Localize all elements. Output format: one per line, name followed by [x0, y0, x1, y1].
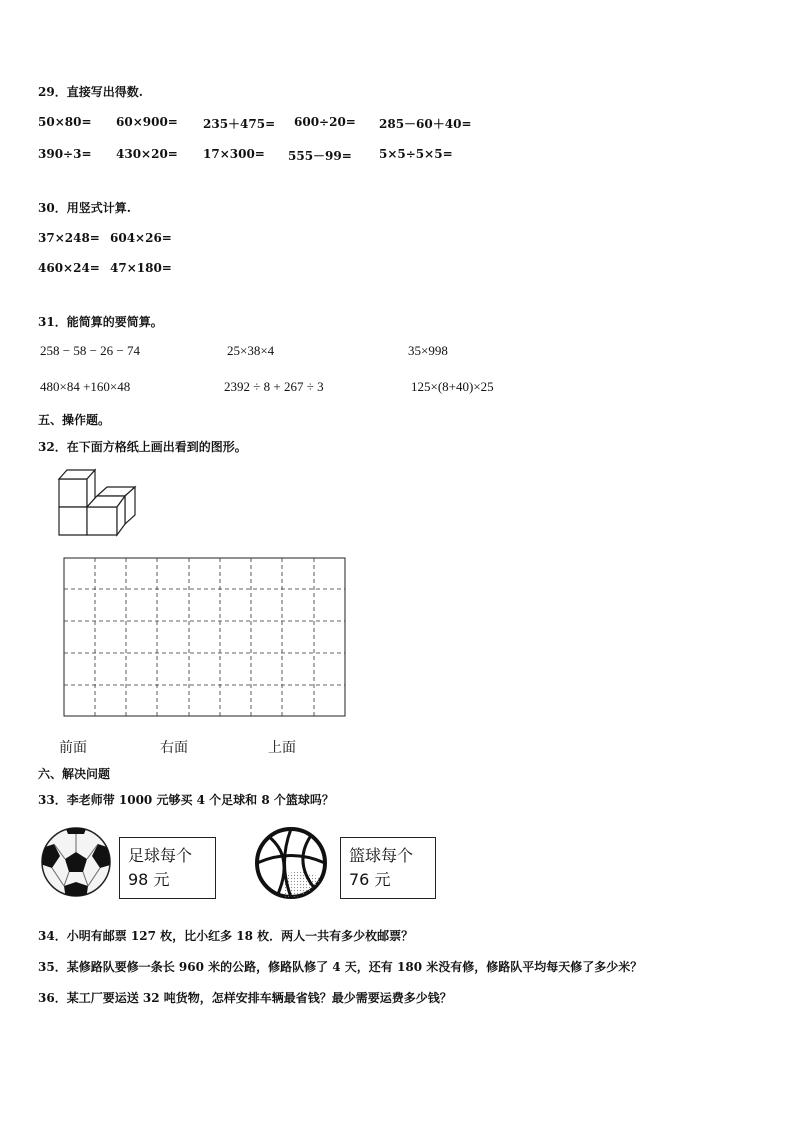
q31-expr: 125×(8+40)×25: [411, 379, 494, 394]
soccer-price-line1: 足球每个: [128, 846, 193, 865]
view-label-top: 上面: [268, 740, 296, 756]
q31-expr: 258 − 58 − 26 − 74: [40, 343, 140, 358]
view-label-right: 右面: [160, 740, 188, 756]
q29-title: 29．直接写出得数.: [38, 85, 143, 99]
q32-title: 32．在下面方格纸上画出看到的图形。: [38, 440, 247, 454]
section-5-heading: 五、操作题。: [38, 413, 111, 427]
q31-title: 31．能简算的要简算。: [38, 315, 163, 329]
q30-expr: 604×26=: [110, 231, 172, 245]
q29-expr: 17×300=: [203, 147, 265, 161]
soccer-price-box: [119, 837, 216, 899]
q31-expr: 2392 ÷ 8 + 267 ÷ 3: [224, 379, 324, 394]
soccer-ball-icon: [40, 826, 112, 898]
view-label-front: 前面: [59, 740, 87, 756]
q29-expr: 600÷20=: [294, 115, 356, 129]
q29-expr: 60×900=: [116, 115, 178, 129]
basketball-price-line2: 76 元: [349, 870, 391, 889]
basketball-icon: [254, 826, 328, 900]
q29-expr: 5×5÷5×5=: [379, 147, 453, 161]
q30-title: 30．用竖式计算.: [38, 201, 131, 215]
basketball-price-line1: 篮球每个: [349, 846, 414, 865]
grid-paper: [63, 557, 347, 718]
q31-expr: 480×84 +160×48: [40, 379, 131, 394]
q30-expr: 37×248=: [38, 231, 100, 245]
q36-text: 36．某工厂要运送 32 吨货物，怎样安排车辆最省钱？最少需要运费多少钱？: [38, 991, 452, 1005]
q29-expr: 555－99=: [288, 149, 352, 163]
q29-expr: 390÷3=: [38, 147, 92, 161]
soccer-price-line2: 98 元: [128, 870, 170, 889]
q30-expr: 460×24=: [38, 261, 100, 275]
section-6-heading: 六、解决问题: [38, 767, 111, 781]
q29-expr: 235＋475=: [203, 117, 276, 131]
q29-expr: 50×80=: [38, 115, 92, 129]
q33-title: 33．李老师带 1000 元够买 4 个足球和 8 个篮球吗？: [38, 793, 334, 807]
q34-text: 34．小明有邮票 127 枚，比小红多 18 枚．两人一共有多少枚邮票？: [38, 929, 414, 943]
q35-text: 35．某修路队要修一条长 960 米的公路，修路队修了 4 天，还有 180 米没有修，修路队平均每天修了多少米？: [38, 960, 643, 974]
q29-expr: 430×20=: [116, 147, 178, 161]
q30-expr: 47×180=: [110, 261, 172, 275]
q31-expr: 35×998: [408, 343, 448, 358]
cubes-figure: [55, 465, 141, 540]
q29-expr: 285－60＋40=: [379, 117, 472, 131]
q31-expr: 25×38×4: [227, 343, 275, 358]
basketball-price-box: [340, 837, 436, 899]
